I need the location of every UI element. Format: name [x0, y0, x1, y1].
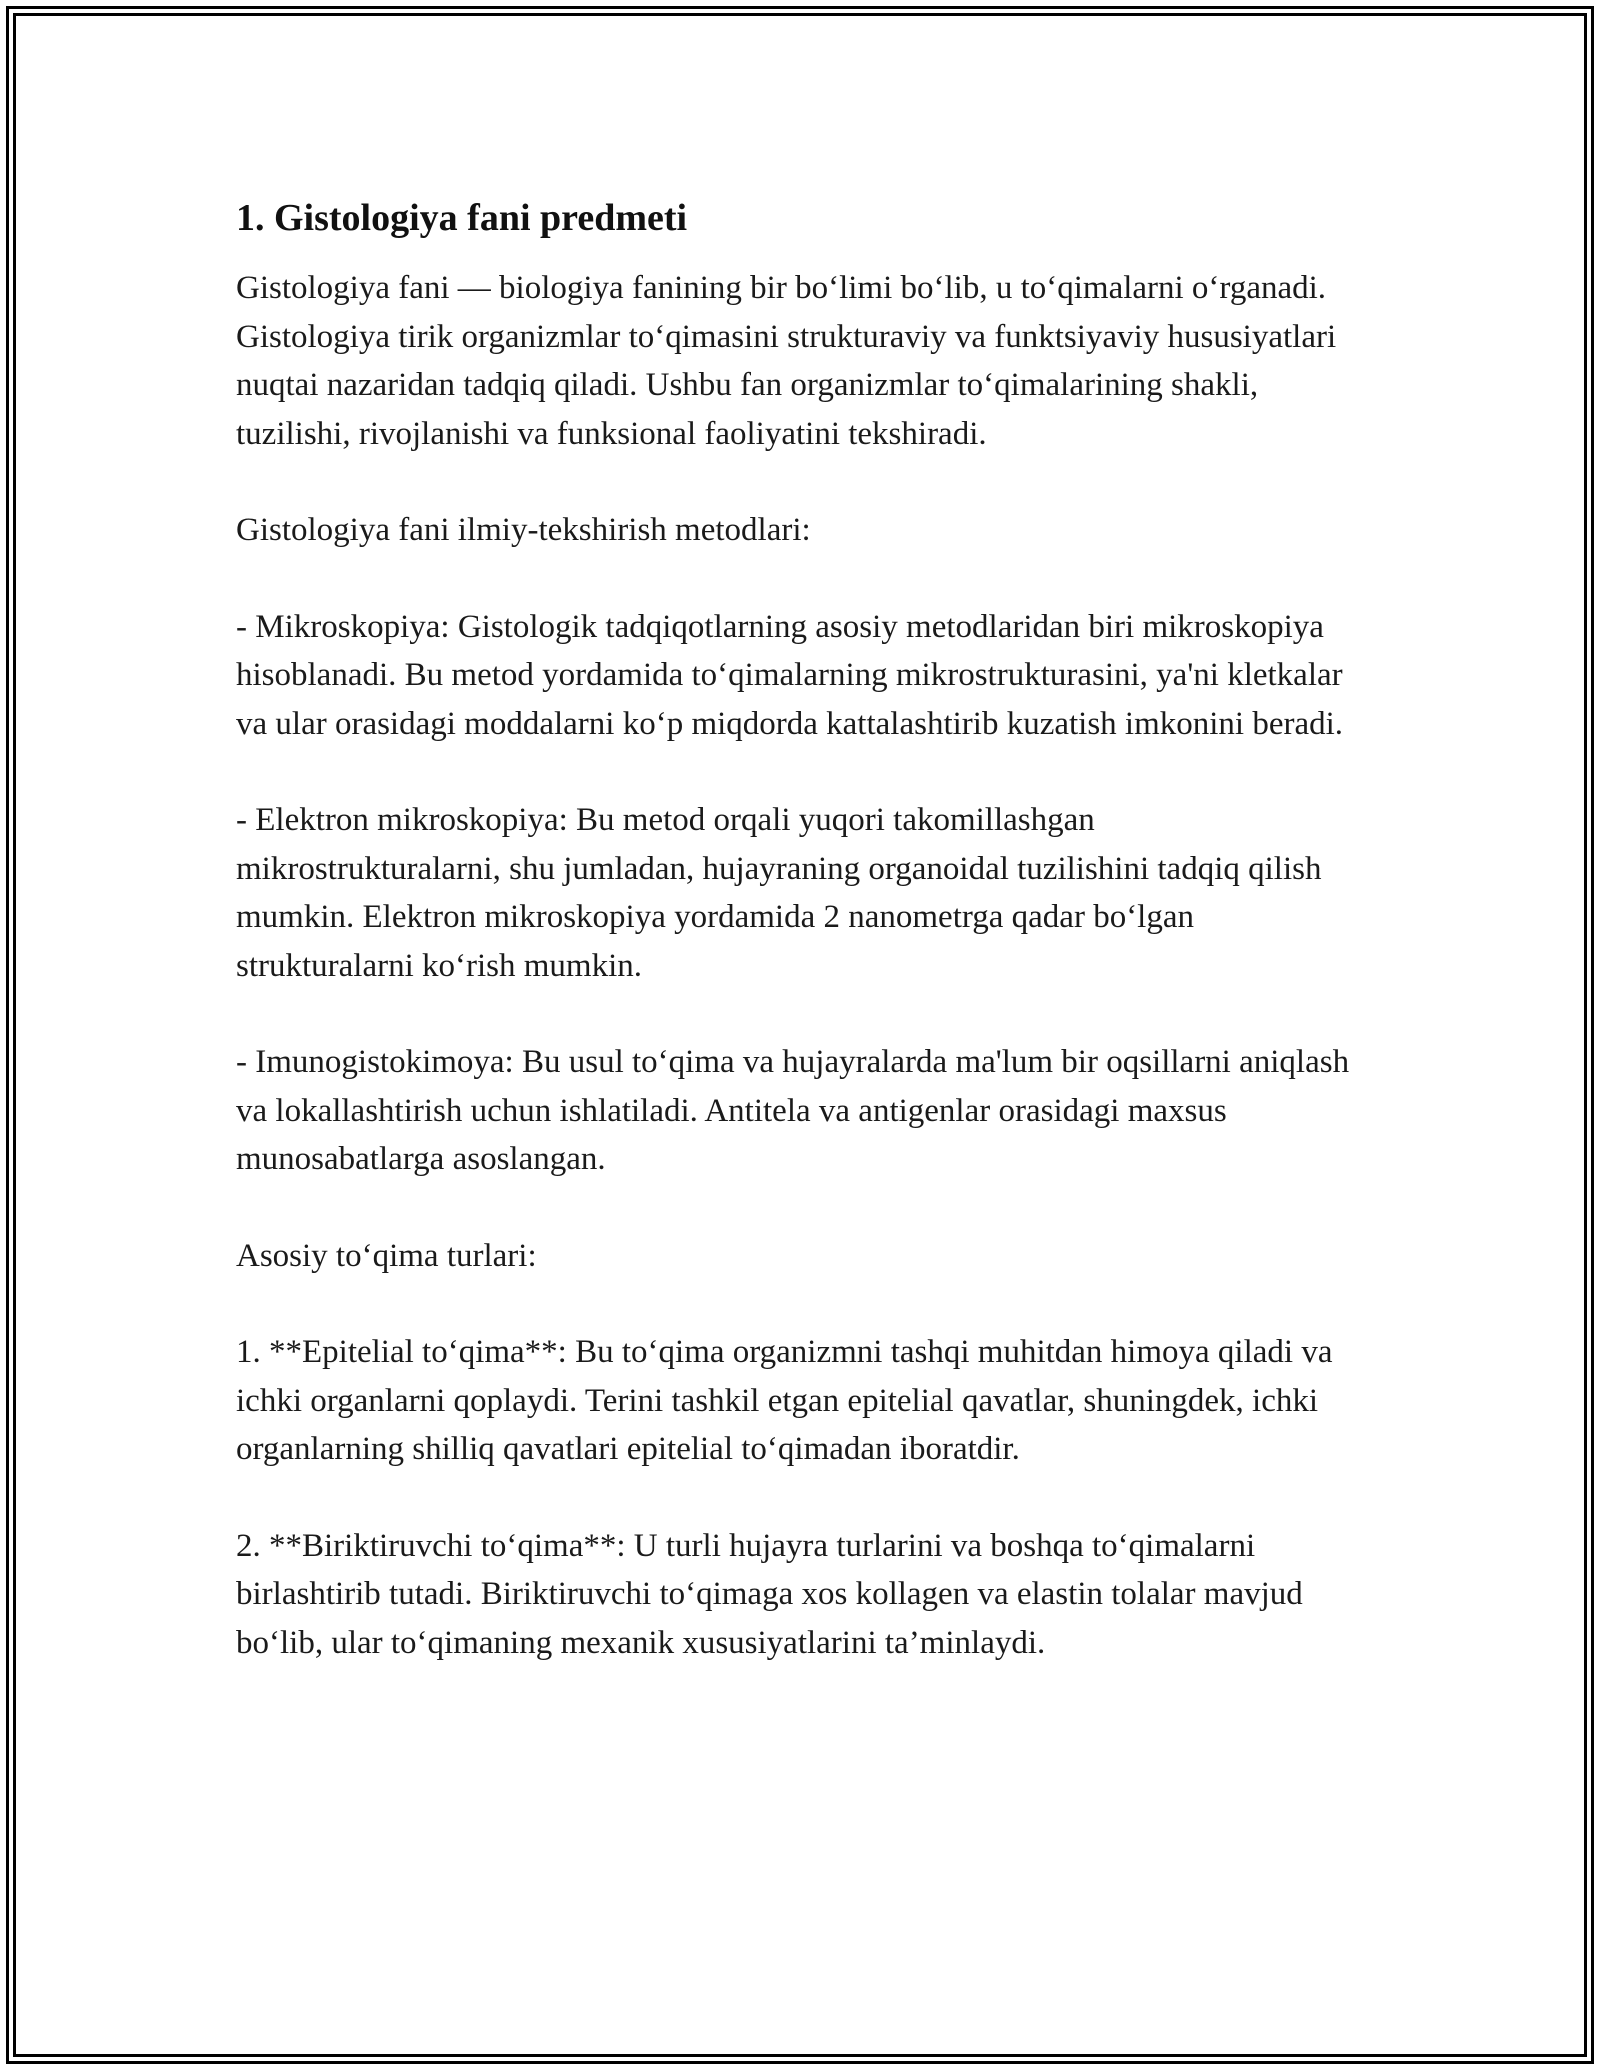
paragraph-intro: Gistologiya fani — biologiya fanining bir bo‘limi bo‘lib, u to‘qimalarni o‘rganadi. Gistologiya tirik organizmlar to‘qimasini strukturaviy va funktsiyaviy hususiyatlari nuqtai nazaridan tadqiq qiladi. Ushbu fan organizmlar to‘qimalarining shakli, tuzilishi, rivojlanishi va funksional faoliyatini tekshiradi.: [236, 270, 1337, 452]
document-title: 1. Gistologiya fani predmeti: [236, 197, 688, 239]
paragraph-methods-heading: Gistologiya fani ilmiy-tekshirish metodlari:: [236, 512, 811, 548]
paragraph-electron-microscopy: - Elektron mikroskopiya: Bu metod orqali yuqori takomillashgan mikrostrukturalarni, shu jumladan, hujayraning organoidal tuzilishini tadqiq qilish mumkin. Elektron mikroskopiya yordamida 2 nanometrga qadar bo‘lgan strukturalarni ko‘rish mumkin.: [236, 802, 1322, 984]
paragraph-immunohistochemistry: - Imunogistokimoya: Bu usul to‘qima va hujayralarda ma'lum bir oqsillarni aniqlash va lokallashtirish uchun ishlatiladi. Antitela va antigenlar orasidagi maxsus munosabatlarga asoslangan.: [236, 1044, 1350, 1177]
paragraph-connective-tissue: 2. **Biriktiruvchi to‘qima**: U turli hujayra turlarini va boshqa to‘qimalarni birlashtirib tutadi. Biriktiruvchi to‘qimaga xos kollagen va elastin tolalar mavjud bo‘lib, ular to‘qimaning mexanik xususiyatlarini ta’minlaydi.: [236, 1527, 1303, 1661]
paragraph-microscopy: - Mikroskopiya: Gistologik tadqiqotlarning asosiy metodlaridan biri mikroskopiya hisoblanadi. Bu metod yordamida to‘qimalarning mikrostrukturasini, ya'ni kletkalar va ular orasidagi moddalarni ko‘p miqdorda kattalashtirib kuzatish imkonini beradi.: [236, 608, 1344, 742]
paragraph-epithelial-tissue: 1. **Epitelial to‘qima**: Bu to‘qima organizmni tashqi muhitdan himoya qiladi va ichki organlarni qoplaydi. Terini tashkil etgan epitelial qavatlar, shuningdek, ichki organlarning shilliq qavatlari epitelial to‘qimadan iboratdir.: [236, 1334, 1333, 1467]
paragraph-tissue-types-heading: Asosiy to‘qima turlari:: [236, 1237, 537, 1274]
document-body: [236, 190, 1366, 1715]
